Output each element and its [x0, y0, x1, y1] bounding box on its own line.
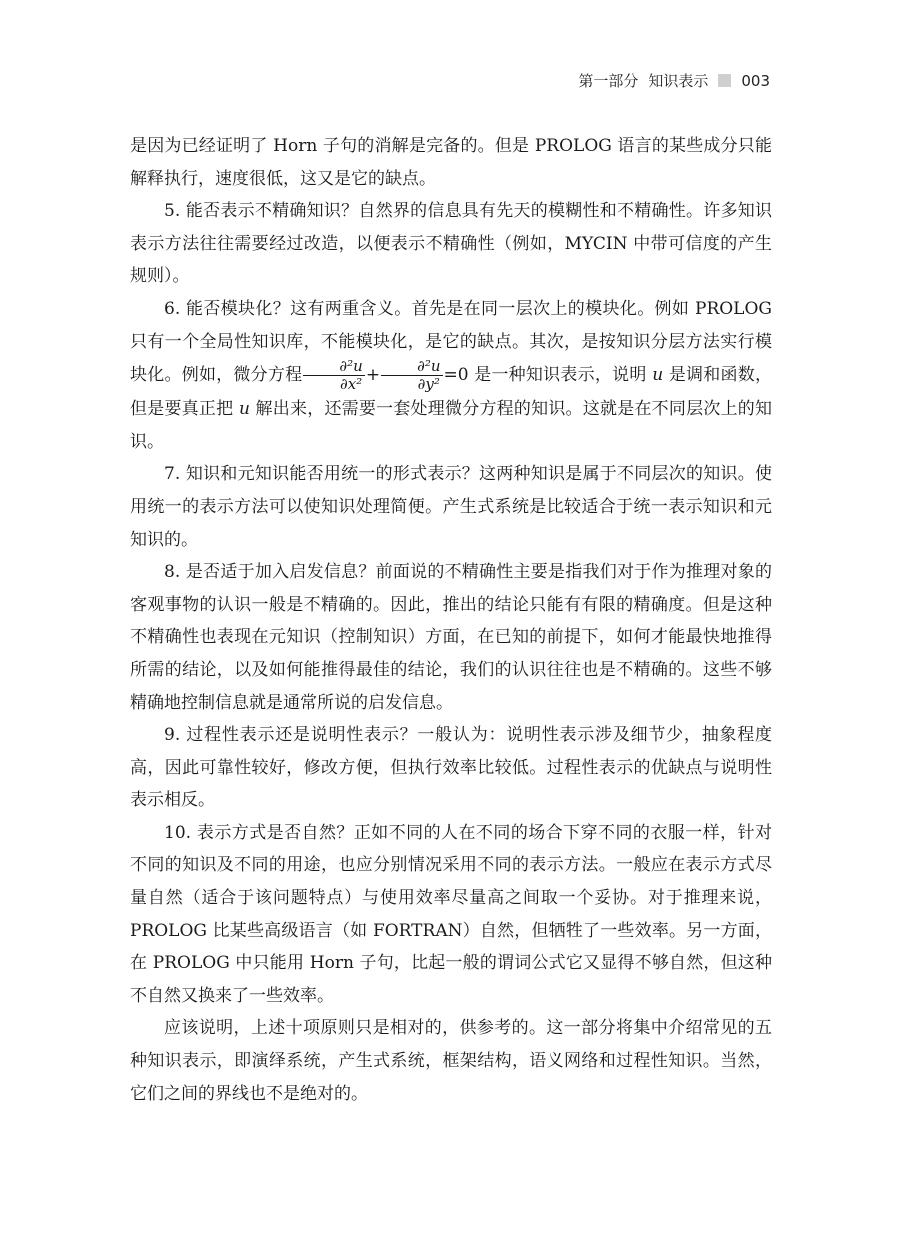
header-chapter: 知识表示 — [648, 72, 709, 90]
header-square-icon — [718, 74, 731, 87]
equation-denominator-x: ∂x² — [339, 375, 363, 394]
equation-equals: =0 — [443, 365, 469, 386]
equation-fraction-x — [303, 358, 364, 393]
equation-denominator-y: ∂y² — [417, 375, 440, 394]
paragraph-conclusion: 应该说明，上述十项原则只是相对的，供参考的。这一部分将集中介绍常见的五种知识表示，即演绎系统，产生式系统，框架结构，语义网络和过程性知识。当然，它们之间的界线也不是绝对的。 — [130, 1018, 772, 1104]
equation-plus: + — [365, 365, 381, 386]
variable-u: u — [652, 365, 664, 386]
item-6-text-middle: 是一种知识表示，说明 — [468, 365, 653, 386]
paragraph-item-10: 10. 表示方式是否自然？正如不同的人在不同的场合下穿不同的衣服一样，针对不同的知识及不同的用途，也应分别情况采用不同的表示方法。一般应在表示方式尽量自然（适合于该问题特点）与使用效率尽量高之间取一个妥协。对于推理来说，PROLOG 比某些高级语言（如 FORTRAN）自然，但牺牲了一些效率。另一方面，在 PROLOG 中只能用 Horn 子句，比起一般的谓词公式它又显得不够自然，但这种不自然又换来了一些效率。 — [130, 822, 772, 1006]
page-number: 003 — [741, 71, 770, 90]
paragraph-item-8: 8. 是否适于加入启发信息？前面说的不精确性主要是指我们对于作为推理对象的客观事物的认识一般是不精确的。因此，推出的结论只能有有限的精确度。但是这种不精确性也表现在元知识（控制知识）方面，在已知的前提下，如何才能最快地推得所需的结论，以及如何能推得最佳的结论，我们的认识往往也是不精确的。这些不够精确地控制信息就是通常所说的启发信息。 — [130, 562, 772, 713]
equation-numerator-y: ∂²u — [381, 358, 442, 376]
paragraph-continuation: 是因为已经证明了 Horn 子句的消解是完备的。但是 PROLOG 语言的某些成分只能解释执行，速度很低，这又是它的缺点。 — [130, 136, 772, 189]
running-header — [578, 70, 770, 91]
body-text — [130, 130, 772, 1110]
paragraph-item-7: 7. 知识和元知识能否用统一的形式表示？这两种知识是属于不同层次的知识。使用统一的表示方法可以使知识处理简便。产生式系统是比较适合于统一表示知识和元知识的。 — [130, 464, 772, 550]
paragraph-item-9: 9. 过程性表示还是说明性表示？一般认为：说明性表示涉及细节少，抽象程度高，因此可靠性较好，修改方便，但执行效率比较低。过程性表示的优缺点与说明性表示相反。 — [130, 725, 772, 811]
variable-u-second: u — [238, 399, 250, 420]
item-6-text-middle2: 是调和函数，但是要真正把 — [130, 365, 772, 420]
equation-numerator-x: ∂²u — [303, 358, 364, 376]
item-6-text-before: 6. 能否模块化？这有两重含义。首先是在同一层次上的模块化。例如 PROLOG 只有一个全局性知识库，不能模块化，是它的缺点。其次，是按知识分层方法实行模块化。例如，微分方程 — [130, 298, 772, 386]
paragraph-item-6 — [130, 293, 772, 458]
item-6-text-after: 解出来，还需要一套处理微分方程的知识。这就是在不同层次上的知识。 — [130, 399, 773, 452]
equation-fraction-y — [381, 358, 442, 393]
paragraph-item-5: 5. 能否表示不精确知识？自然界的信息具有先天的模糊性和不精确性。许多知识表示方法往往需要经过改造，以便表示不精确性（例如，MYCIN 中带可信度的产生规则）。 — [130, 201, 772, 287]
header-section: 第一部分 — [578, 72, 639, 90]
